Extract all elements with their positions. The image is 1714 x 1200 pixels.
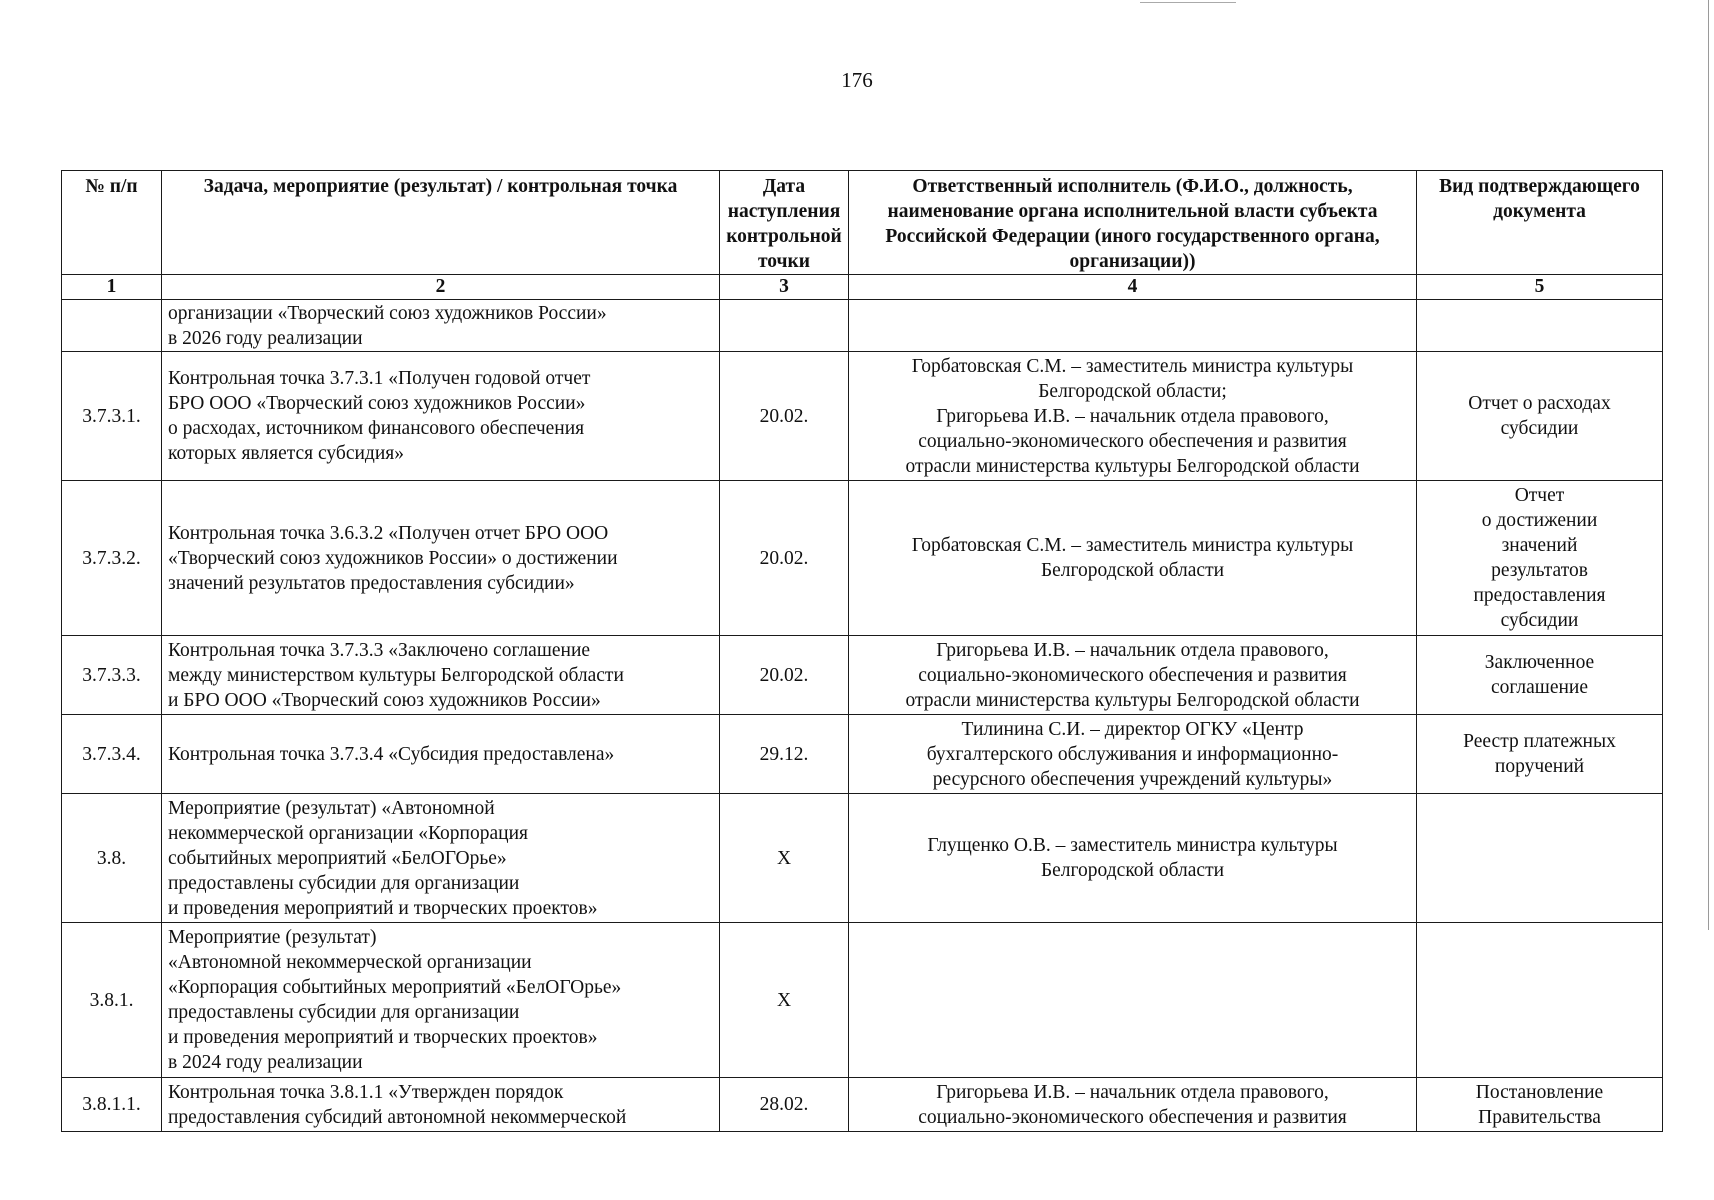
row-document bbox=[1417, 794, 1663, 923]
control-points-table bbox=[61, 170, 1663, 1132]
row-document bbox=[1417, 1078, 1663, 1132]
row-responsible bbox=[849, 1078, 1417, 1132]
cell-line: значений bbox=[1501, 535, 1578, 556]
cell-line: Отчет bbox=[1514, 485, 1565, 506]
cell-line: Белгородской области bbox=[1040, 560, 1225, 581]
cell-line: Отчет о расходах bbox=[1468, 393, 1611, 414]
row-responsible bbox=[849, 481, 1417, 636]
cell-line: которых является субсидия» bbox=[168, 443, 404, 464]
row-date: 29.12. bbox=[720, 715, 849, 794]
cell-line: в 2024 году реализации bbox=[168, 1052, 363, 1073]
cell-line: и БРО ООО «Творческий союз художников России» bbox=[168, 689, 601, 711]
cell-line: Мероприятие (результат) bbox=[168, 927, 377, 948]
row-document bbox=[1417, 481, 1663, 636]
cell-line: Тилинина С.И. – директор ОГКУ «Центр bbox=[961, 718, 1304, 740]
row-responsible bbox=[849, 794, 1417, 923]
row-task bbox=[162, 923, 720, 1078]
row-number: 3.7.3.4. bbox=[62, 715, 162, 794]
scan-page-edge bbox=[1708, 0, 1714, 930]
cell-line: «Корпорация событийных мероприятий «БелОГОрье» bbox=[168, 977, 622, 998]
table-row bbox=[62, 352, 1663, 481]
cell-line: субсидии bbox=[1500, 418, 1579, 439]
cell-line: Контрольная точка 3.7.3.3 «Заключено соглашение bbox=[168, 639, 591, 661]
row-number: 3.8.1. bbox=[62, 923, 162, 1078]
cell-line: Реестр платежных bbox=[1463, 731, 1616, 752]
row-responsible bbox=[849, 352, 1417, 481]
scan-artifact-line bbox=[1140, 2, 1236, 3]
row-document bbox=[1417, 715, 1663, 794]
cell-line: Глущенко О.В. – заместитель министра культуры bbox=[927, 835, 1338, 856]
row-document bbox=[1417, 636, 1663, 715]
cell-line: некоммерческой организации «Корпорация bbox=[168, 822, 528, 844]
cell-line: отрасли министерства культуры Белгородской области bbox=[905, 689, 1360, 711]
row-responsible bbox=[849, 923, 1417, 1078]
cell-line: Белгородской области; bbox=[1038, 380, 1227, 402]
table-header-row bbox=[62, 171, 1663, 275]
cell-line: ресурсного обеспечения учреждений культуры» bbox=[932, 768, 1333, 790]
row-date: X bbox=[720, 794, 849, 923]
cell-line: социально-экономического обеспечения и развития bbox=[918, 1106, 1347, 1128]
header-date: Дата наступления контрольной точки bbox=[720, 171, 849, 275]
cell-line: значений результатов предоставления субсидии» bbox=[168, 572, 575, 594]
row-number: 3.8.1.1. bbox=[62, 1078, 162, 1132]
cell-line: Контрольная точка 3.7.3.1 «Получен годовой отчет bbox=[168, 368, 591, 389]
row-responsible bbox=[849, 636, 1417, 715]
row-document bbox=[1417, 923, 1663, 1078]
cell-line: Горбатовская С.М. – заместитель министра культуры bbox=[911, 355, 1354, 377]
header-task: Задача, мероприятие (результат) / контрольная точка bbox=[162, 171, 720, 275]
cell-line: бухгалтерского обслуживания и информационно- bbox=[926, 743, 1339, 765]
cell-line: результатов bbox=[1491, 560, 1588, 581]
cell-line: Белгородской области bbox=[1040, 860, 1225, 881]
row-responsible bbox=[849, 300, 1417, 352]
row-document bbox=[1417, 300, 1663, 352]
row-date: 20.02. bbox=[720, 352, 849, 481]
cell-line: социально-экономического обеспечения и развития bbox=[918, 664, 1347, 686]
row-date: 20.02. bbox=[720, 636, 849, 715]
column-number: 3 bbox=[720, 275, 849, 300]
cell-line: предоставлены субсидии для организации bbox=[168, 1002, 520, 1023]
cell-line: «Автономной некоммерческой организации bbox=[168, 952, 532, 973]
cell-line: о достижении bbox=[1481, 510, 1598, 531]
row-number: 3.8. bbox=[62, 794, 162, 923]
cell-line: Контрольная точка 3.6.3.2 «Получен отчет БРО ООО bbox=[168, 522, 609, 544]
cell-line: Контрольная точка 3.8.1.1 «Утвержден порядок bbox=[168, 1081, 564, 1103]
cell-line: Горбатовская С.М. – заместитель министра культуры bbox=[911, 535, 1354, 556]
column-numbers-row bbox=[62, 275, 1663, 300]
cell-line: в 2026 году реализации bbox=[168, 327, 363, 349]
table-row bbox=[62, 481, 1663, 636]
table-row bbox=[62, 1078, 1663, 1132]
cell-line: Заключенное bbox=[1484, 652, 1595, 673]
cell-line: предоставлены субсидии для организации bbox=[168, 872, 520, 894]
column-number: 1 bbox=[62, 275, 162, 300]
cell-line: Григорьева И.В. – начальник отдела правового, bbox=[936, 1081, 1329, 1103]
cell-line: «Творческий союз художников России» о достижении bbox=[168, 547, 618, 569]
row-number: 3.7.3.3. bbox=[62, 636, 162, 715]
row-date: X bbox=[720, 923, 849, 1078]
row-date: 20.02. bbox=[720, 481, 849, 636]
row-responsible bbox=[849, 715, 1417, 794]
cell-line: предоставления bbox=[1473, 585, 1606, 606]
cell-line: субсидии bbox=[1500, 610, 1579, 631]
cell-line: социально-экономического обеспечения и развития bbox=[918, 430, 1347, 452]
row-task bbox=[162, 481, 720, 636]
cell-line: Правительства bbox=[1478, 1106, 1601, 1128]
row-document bbox=[1417, 352, 1663, 481]
column-number: 2 bbox=[162, 275, 720, 300]
table-row bbox=[62, 794, 1663, 923]
row-task bbox=[162, 352, 720, 481]
table-row bbox=[62, 715, 1663, 794]
row-task bbox=[162, 794, 720, 923]
table-row bbox=[62, 923, 1663, 1078]
cell-line: поручений bbox=[1494, 756, 1585, 777]
cell-line: и проведения мероприятий и творческих проектов» bbox=[168, 897, 598, 919]
cell-line: предоставления субсидий автономной некоммерческой bbox=[168, 1106, 627, 1128]
table-row bbox=[62, 636, 1663, 715]
row-task bbox=[162, 715, 720, 794]
row-date bbox=[720, 300, 849, 352]
cell-line: о расходах, источником финансового обеспечения bbox=[168, 418, 585, 439]
page-number: 176 bbox=[841, 68, 873, 92]
header-responsible: Ответственный исполнитель (Ф.И.О., должность, наименование органа исполнительной власти субъекта Российской Федерации (иного государственного органа, организации)) bbox=[849, 171, 1417, 275]
row-task bbox=[162, 636, 720, 715]
row-task bbox=[162, 300, 720, 352]
cell-line: между министерством культуры Белгородской области bbox=[168, 664, 624, 686]
row-number bbox=[62, 300, 162, 352]
row-number: 3.7.3.1. bbox=[62, 352, 162, 481]
row-task bbox=[162, 1078, 720, 1132]
cell-line: событийных мероприятий «БелОГОрье» bbox=[168, 847, 507, 869]
column-number: 4 bbox=[849, 275, 1417, 300]
row-date: 28.02. bbox=[720, 1078, 849, 1132]
header-document: Вид подтверждающего документа bbox=[1417, 171, 1663, 275]
header-number: № п/п bbox=[62, 171, 162, 275]
row-number: 3.7.3.2. bbox=[62, 481, 162, 636]
column-number: 5 bbox=[1417, 275, 1663, 300]
cell-line: Мероприятие (результат) «Автономной bbox=[168, 797, 495, 819]
cell-line: соглашение bbox=[1491, 677, 1588, 698]
cell-line: Григорьева И.В. – начальник отдела правового, bbox=[936, 405, 1329, 427]
cell-line: отрасли министерства культуры Белгородской области bbox=[905, 455, 1360, 477]
cell-line: Постановление bbox=[1475, 1081, 1604, 1103]
cell-line: и проведения мероприятий и творческих проектов» bbox=[168, 1027, 598, 1048]
cell-line: организации «Творческий союз художников России» bbox=[168, 302, 607, 324]
cell-line: Григорьева И.В. – начальник отдела правового, bbox=[936, 639, 1329, 661]
cell-line: Контрольная точка 3.7.3.4 «Субсидия предоставлена» bbox=[168, 743, 615, 765]
table-row bbox=[62, 300, 1663, 352]
cell-line: БРО ООО «Творческий союз художников России» bbox=[168, 393, 586, 414]
